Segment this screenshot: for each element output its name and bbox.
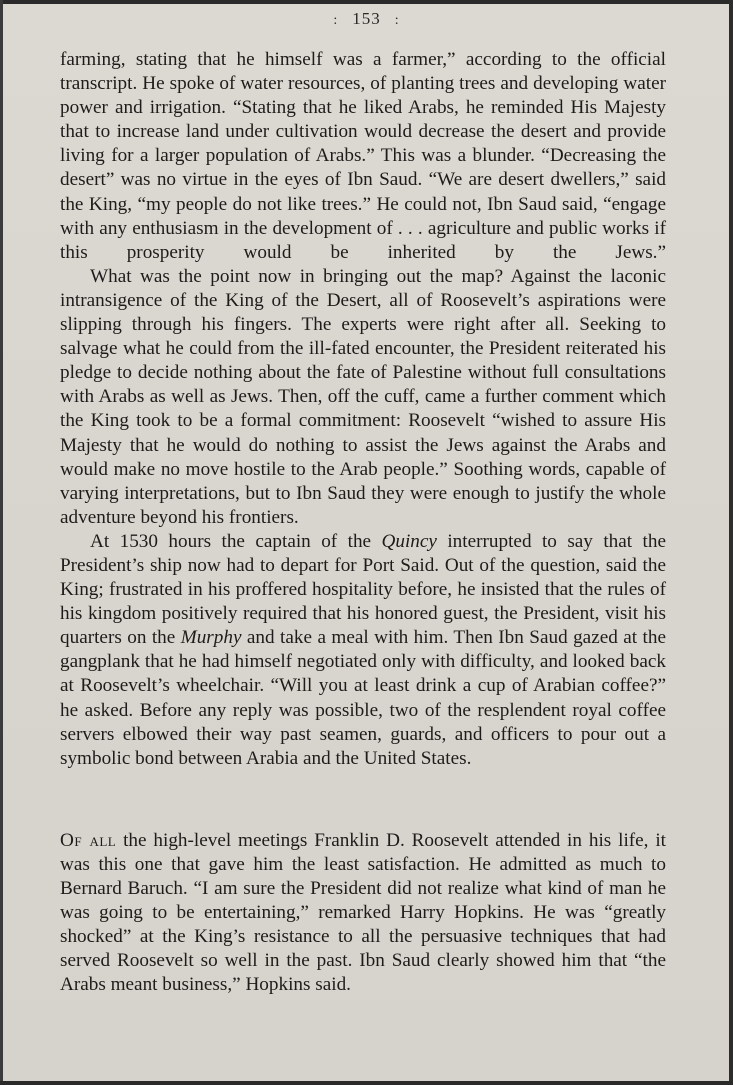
scan-left-border xyxy=(0,0,3,1085)
paragraph-3-text-a: At 1530 hours the captain of the xyxy=(90,530,382,552)
scan-top-border xyxy=(0,0,733,4)
body-text xyxy=(60,48,666,997)
paragraph-4 xyxy=(60,829,666,998)
page-number-header xyxy=(0,9,733,29)
paragraph-1: farming, stating that he himself was a farmer,” according to the official transcript. He spoke of water resources, of planting trees and developing water power and irrigation. “Stating that he liked Arabs, he reminded His Majesty that to increase land under cultivation would decrease the desert and provide living for a larger population of Arabs.” This was a blunder. “Decreasing the desert” was no virtue in the eyes of Ibn Saud. “We are desert dwellers,” said the King, “my people do not like trees.” He could not, Ibn Saud said, “engage with any enthusiasm in the development of . . . agriculture and public works if this prosperity would be inherited by the Jews.” xyxy=(60,49,666,263)
section-opening-smallcaps: Of all xyxy=(60,829,117,851)
paragraph-3-text-b: interrupted to say that the President’s ship now had to depart for Port Said. Out of the question, said the King; frustrated in his proffered hospitality before, he insisted that the rules of his kingdom positively required that his honored guest, the President, visit his quarters on the xyxy=(60,530,666,649)
scan-bottom-border xyxy=(0,1081,733,1085)
paragraph-3-text-c: and take a meal with him. Then Ibn Saud gazed at the gangplank that he had himself negotiated only with difficulty, and looked back at Roosevelt’s wheelchair. “Will you at least drink a cup of Arabian coffee?” he asked. Before any reply was possible, two of the resplendent royal coffee servers elbowed their way past seamen, guards, and officers to pour out a symbolic bond between Arabia and the United States. xyxy=(60,627,666,769)
page-number: 153 xyxy=(352,9,381,28)
paragraph-2: What was the point now in bringing out the map? Against the laconic intransigence of the King of the Desert, all of Roosevelt’s aspirations were slipping through his fingers. The experts were right after all. Seeking to salvage what he could from the ill-fated encounter, the President reiterated his pledge to decide nothing about the fate of Palestine without full consultations with Arabs as well as Jews. Then, off the cuff, came a further comment which the King took to be a formal commitment: Roosevelt “wished to assure His Majesty that he would do nothing to assist the Jews against the Arabs and would make no move hostile to the Arab people.” Soothing words, capable of varying interpretations, but to Ibn Saud they were enough to justify the whole adventure beyond his frontiers. xyxy=(60,265,666,528)
section-break xyxy=(60,771,666,829)
page-number-right-mark: : xyxy=(394,13,400,28)
ship-name-murphy: Murphy xyxy=(180,627,242,649)
paragraph-3 xyxy=(60,530,666,771)
page-number-left-mark: : xyxy=(333,13,339,28)
ship-name-quincy: Quincy xyxy=(381,530,437,552)
scan-right-border xyxy=(729,0,733,1085)
paragraph-4-text: the high-level meetings Franklin D. Roosevelt attended in his life, it was this one that gave him the least satisfaction. He admitted as much to Bernard Baruch. “I am sure the President did not realize what kind of man he was going to be entertaining,” remarked Harry Hopkins. He was “greatly shocked” at the King’s resistance to all the persuasive techniques that had served Roosevelt so well in the past. Ibn Saud clearly showed him that “the Arabs meant business,” Hopkins said. xyxy=(60,829,666,996)
